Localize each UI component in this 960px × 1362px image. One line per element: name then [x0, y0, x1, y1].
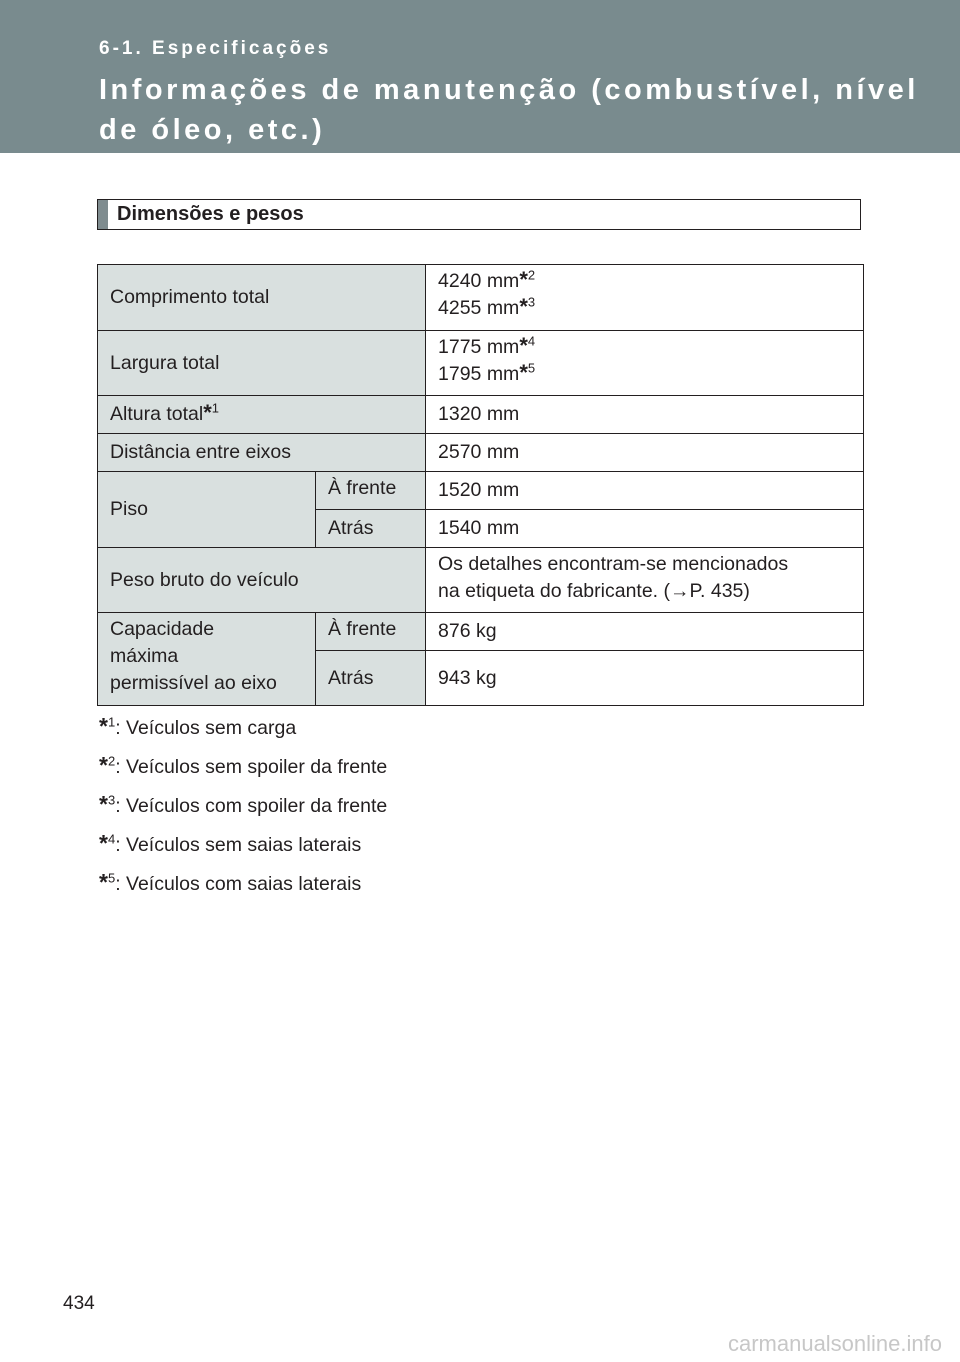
table-row	[98, 265, 864, 331]
label-piso: Piso	[98, 472, 316, 548]
footnote-number: 1	[107, 714, 116, 730]
footnote-ref: 4	[527, 333, 536, 349]
footnote-asterisk: *	[99, 713, 108, 739]
footnote-ref: 3	[527, 294, 536, 310]
footnote-item	[99, 869, 799, 908]
footnote-item	[99, 830, 799, 869]
table-row	[98, 472, 864, 510]
label-capacidade-frente: À frente	[316, 613, 426, 651]
table-row	[98, 548, 864, 613]
label-text: máxima	[110, 645, 179, 667]
footnote-asterisk: *	[203, 400, 212, 425]
footnote-number: 4	[107, 831, 116, 847]
label-comprimento: Comprimento total	[98, 265, 426, 331]
label-peso: Peso bruto do veículo	[98, 548, 426, 613]
table-row	[98, 396, 864, 434]
footnote-number: 3	[107, 792, 116, 808]
footnote-ref: 5	[527, 360, 536, 376]
subsection-title: Dimensões e pesos	[117, 203, 304, 225]
value-text: 4255 mm	[438, 297, 520, 319]
label-piso-atras: Atrás	[316, 510, 426, 548]
table-row	[98, 434, 864, 472]
footnote-asterisk: *	[99, 752, 108, 778]
footnote-text: : Veículos com saias laterais	[115, 873, 362, 895]
label-distancia: Distância entre eixos	[98, 434, 426, 472]
page-title: Informações de manutenção (combustível, nível de óleo, etc.)	[99, 74, 919, 146]
footnote-asterisk: *	[99, 830, 108, 856]
page-reference: P. 435)	[689, 580, 750, 602]
page-number: 434	[63, 1293, 95, 1314]
label-text: Capacidade	[110, 618, 215, 640]
footnote-text: : Veículos sem carga	[115, 717, 297, 739]
footnote-item	[99, 791, 799, 830]
label-piso-frente: À frente	[316, 472, 426, 510]
footnote-number: 2	[107, 753, 116, 769]
value-comprimento	[426, 265, 864, 331]
footnote-text: : Veículos sem spoiler da frente	[115, 756, 388, 778]
value-text: 1775 mm	[438, 336, 520, 358]
value-text: 1795 mm	[438, 363, 520, 385]
label-capacidade-atras: Atrás	[316, 651, 426, 706]
footnote-asterisk: *	[519, 333, 528, 358]
footnote-asterisk: *	[519, 294, 528, 319]
label-capacidade	[98, 613, 316, 706]
page-header	[0, 0, 960, 153]
footnote-text: : Veículos com spoiler da frente	[115, 795, 388, 817]
label-text: permissível ao eixo	[110, 672, 277, 694]
value-distancia: 2570 mm	[426, 434, 864, 472]
value-largura	[426, 331, 864, 396]
value-text: na etiqueta do fabricante. (	[438, 580, 671, 602]
value-capacidade-frente: 876 kg	[426, 613, 864, 651]
table-row	[98, 613, 864, 651]
dimensions-table	[97, 264, 864, 706]
footnote-text: : Veículos sem saias laterais	[115, 834, 362, 856]
footnote-ref: 2	[527, 267, 536, 283]
value-altura: 1320 mm	[426, 396, 864, 434]
arrow-right-icon: →	[670, 580, 690, 602]
footnote-asterisk: *	[519, 360, 528, 385]
subsection-bar	[98, 200, 108, 229]
value-text: Os detalhes encontram-se mencionados	[438, 553, 789, 575]
value-piso-atras: 1540 mm	[426, 510, 864, 548]
section-label: 6-1. Especificações	[99, 38, 332, 59]
value-text: 4240 mm	[438, 270, 520, 292]
label-text: Altura total	[110, 403, 204, 425]
footnote-item	[99, 752, 799, 791]
footnote-item	[99, 713, 799, 752]
footnote-asterisk: *	[99, 791, 108, 817]
value-capacidade-atras: 943 kg	[426, 651, 864, 706]
label-altura	[98, 396, 426, 434]
footnote-asterisk: *	[519, 267, 528, 292]
subsection-heading	[97, 199, 861, 230]
footnotes	[99, 713, 799, 908]
footnote-asterisk: *	[99, 869, 108, 895]
table-row	[98, 331, 864, 396]
footnote-number: 5	[107, 870, 116, 886]
value-piso-frente: 1520 mm	[426, 472, 864, 510]
watermark: carmanualsonline.info	[727, 1331, 942, 1356]
label-largura: Largura total	[98, 331, 426, 396]
value-peso	[426, 548, 864, 613]
footnote-ref: 1	[211, 400, 220, 416]
